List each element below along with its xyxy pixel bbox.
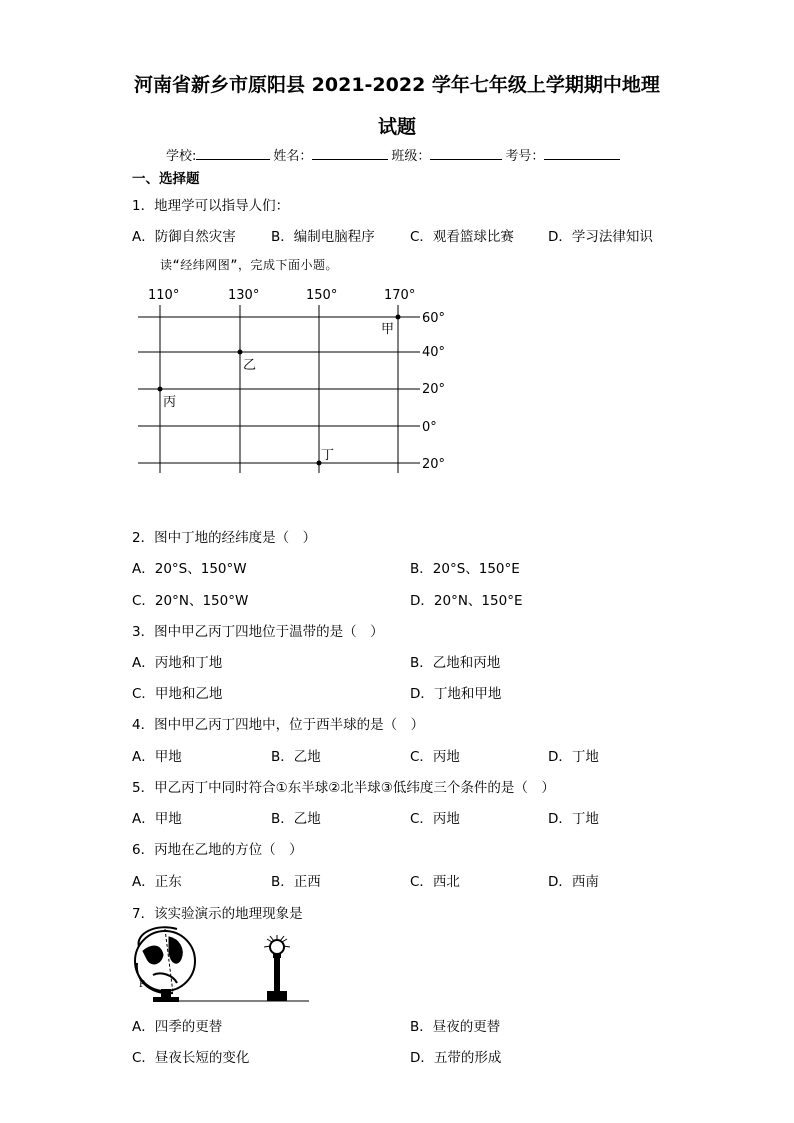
student-info-row <box>166 145 623 164</box>
q1-option-c: C．观看篮球比赛 <box>410 229 514 245</box>
q2-option-a: A．20°S、150°W <box>132 561 247 577</box>
point-jia <box>396 315 401 320</box>
class-label: 班级： <box>391 149 431 164</box>
q3-option-b: B．乙地和丙地 <box>410 655 501 671</box>
school-blank[interactable] <box>196 147 270 160</box>
q2-option-b: B．20°S、150°E <box>410 561 520 577</box>
question-2-stem: 2．图中丁地的经纬度是（ ） <box>132 530 317 546</box>
page-title-line2: 试题 <box>377 116 416 138</box>
q5-option-a: A．甲地 <box>132 811 182 827</box>
q7-option-d: D．五带的形成 <box>410 1050 502 1066</box>
lat-label-60: 60° <box>422 311 446 326</box>
lon-label-110: 110° <box>148 288 180 303</box>
lat-label-20n: 20° <box>422 382 446 397</box>
exam-no-label: 考号： <box>505 149 545 164</box>
lat-long-grid-map <box>130 285 450 485</box>
point-bing <box>158 387 163 392</box>
point-yi <box>238 350 243 355</box>
lon-label-130: 130° <box>228 288 260 303</box>
q4-option-b: B．乙地 <box>271 749 321 765</box>
q6-option-c: C．西北 <box>410 874 460 890</box>
label-bing: 丙 <box>163 395 177 410</box>
q4-option-d: D．丁地 <box>548 749 599 765</box>
figure-label-p: P <box>139 980 146 990</box>
q1-option-d: D．学习法律知识 <box>548 229 653 245</box>
lat-label-20s: 20° <box>422 457 446 472</box>
q3-option-c: C．甲地和乙地 <box>132 686 223 702</box>
label-ding: 丁 <box>321 448 335 463</box>
q4-option-a: A．甲地 <box>132 749 182 765</box>
q5-option-c: C．丙地 <box>410 811 460 827</box>
q6-option-b: B．正西 <box>271 874 321 890</box>
name-blank[interactable] <box>312 147 388 160</box>
question-3-stem: 3．图中甲乙丙丁四地位于温带的是（ ） <box>132 624 384 640</box>
q7-option-b: B．昼夜的更替 <box>410 1019 501 1035</box>
label-yi: 乙 <box>243 358 257 373</box>
q4-option-c: C．丙地 <box>410 749 460 765</box>
lat-label-40: 40° <box>422 345 446 360</box>
q6-option-a: A．正东 <box>132 874 182 890</box>
q6-option-d: D．西南 <box>548 874 599 890</box>
q7-option-c: C．昼夜长短的变化 <box>132 1050 250 1066</box>
exam-no-blank[interactable] <box>544 147 620 160</box>
q1-option-b: B．编制电脑程序 <box>271 229 375 245</box>
label-jia: 甲 <box>381 322 395 337</box>
q2-option-d: D．20°N、150°E <box>410 593 523 609</box>
q3-option-d: D．丁地和甲地 <box>410 686 502 702</box>
lon-label-150: 150° <box>306 288 338 303</box>
lon-label-170: 170° <box>384 288 416 303</box>
question-1-stem: 1．地理学可以指导人们： <box>132 198 290 214</box>
class-blank[interactable] <box>430 147 502 160</box>
lamp-icon <box>264 935 290 1001</box>
section-heading: 一、选择题 <box>132 171 200 187</box>
q2-option-c: C．20°N、150°W <box>132 593 249 609</box>
lead-instruction: 读“经纬网图”，完成下面小题。 <box>160 258 338 272</box>
q7-option-a: A．四季的更替 <box>132 1019 223 1035</box>
question-7-stem: 7．该实验演示的地理现象是 <box>132 906 303 922</box>
question-5-stem: 5．甲乙丙丁中同时符合①东半球②北半球③低纬度三个条件的是（ ） <box>132 780 555 796</box>
q5-option-b: B．乙地 <box>271 811 321 827</box>
question-6-stem: 6．丙地在乙地的方位（ ） <box>132 842 303 858</box>
q1-option-a: A．防御自然灾害 <box>132 229 236 245</box>
lat-label-0: 0° <box>422 420 437 435</box>
q3-option-a: A．丙地和丁地 <box>132 655 223 671</box>
school-label: 学校: <box>166 149 197 164</box>
question-4-stem: 4．图中甲乙丙丁四地中，位于西半球的是（ ） <box>132 717 425 733</box>
name-label: 姓名： <box>273 149 313 164</box>
globe-lamp-figure <box>133 923 333 1005</box>
page-title: 河南省新乡市原阳县 2021-2022 学年七年级上学期期中地理 <box>134 74 660 96</box>
q5-option-d: D．丁地 <box>548 811 599 827</box>
